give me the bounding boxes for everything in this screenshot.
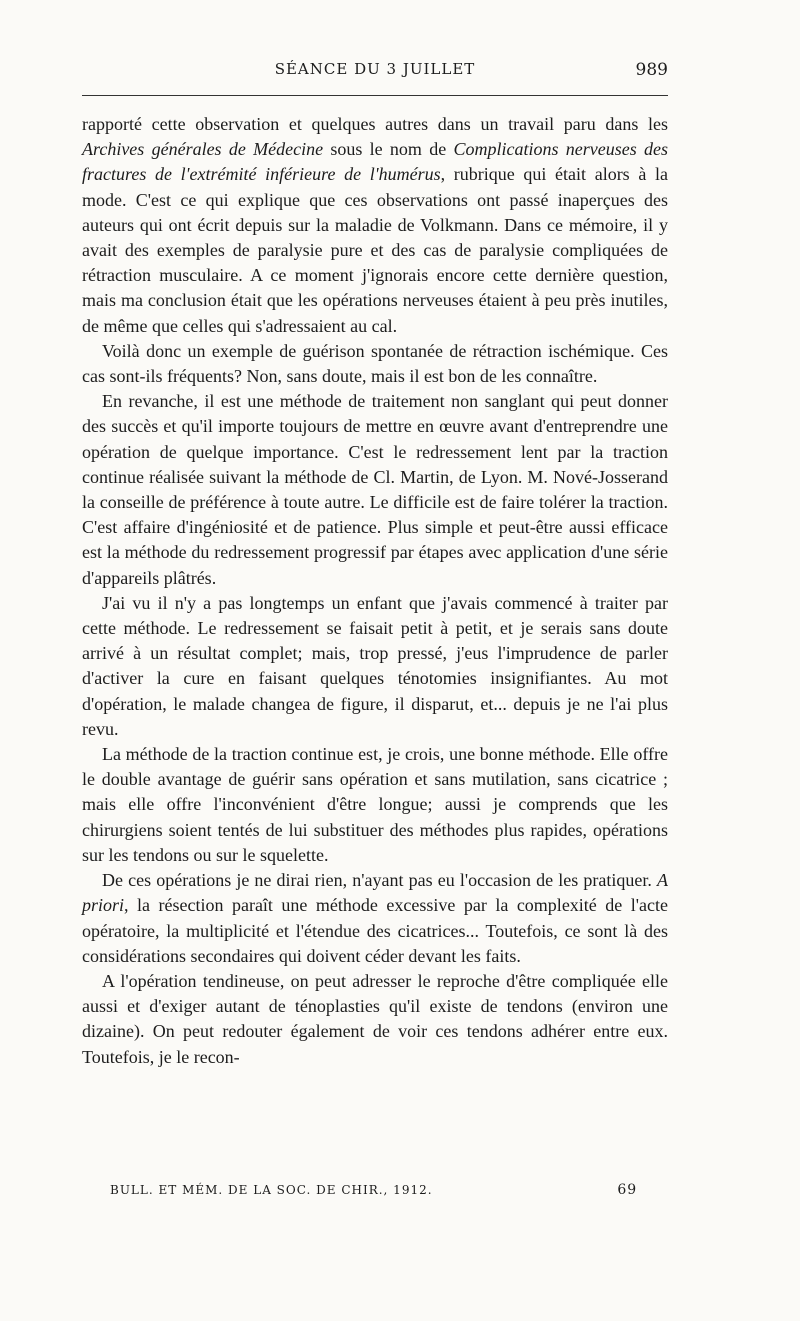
paragraph-text: La méthode de la traction continue est, je crois, une bonne méthode. Elle offre le double avantage de guérir sans opération et sans mutilation, sans cicatrice ; mais elle offre l'inconvénient d'être longue; aussi je comprends que les chirurgiens soient tentés de lui substituer des méthodes plus rapides, opérations sur les tendons ou sur le squelette. [82, 744, 668, 865]
italic-text: A priori [82, 870, 668, 916]
paragraph [82, 591, 668, 742]
italic-text: Archives générales de Médecine [82, 139, 324, 160]
paragraph [82, 389, 668, 591]
paragraph-text: sous le nom de [323, 139, 454, 160]
paragraph [82, 339, 668, 389]
article-body [82, 112, 668, 1070]
paragraph-text: De ces opérations je ne dirai rien, n'ayant pas eu l'occasion de les pratiquer. [102, 870, 657, 891]
paragraph [82, 742, 668, 868]
paragraph-text: A l'opération tendineuse, on peut adresser le reproche d'être compliquée elle aussi et d'exiger autant de ténoplasties qu'il existe de tendons (environ une dizaine). On peut redouter également de voir ces tendons adhérer entre eux. Toutefois, je le recon- [82, 970, 668, 1067]
paragraph-text: Voilà donc un exemple de guérison spontanée de rétraction ischémique. Ces cas sont-ils fréquents? Non, sans doute, mais il est bon de les connaître. [82, 340, 668, 387]
paragraph [82, 969, 668, 1070]
paragraph-text: , rubrique qui était alors à la mode. C'est ce qui explique que ces observations ont passé inaperçues des auteurs qui ont écrit depuis sur la maladie de Volkmann. Dans ce mémoire, il y avait des exemples de paralysie pure et des cas de paralysie compliquées de rétraction musculaire. A ce moment j'ignorais encore cette dernière question, mais ma conclusion était que les opérations nerveuses étaient à peu près inutiles, de même que celles qui s'adressaient au cal. [82, 164, 668, 336]
footer [110, 1182, 637, 1198]
paragraph-text: rapporté cette observation et quelques autres dans un travail paru dans les [82, 114, 668, 134]
footer-citation: BULL. ET MÉM. DE LA SOC. DE CHIR., 1912. [110, 1183, 433, 1197]
paragraph [82, 868, 668, 969]
italic-text: Complications nerveuses des fractures de l'extrémité inférieure de l'humérus [82, 139, 668, 185]
paragraph [82, 112, 668, 339]
footer-signature: 69 [617, 1182, 638, 1198]
paragraph-text: , la résection paraît une méthode excessive par la complexité de l'acte opératoire, la multiplicité et l'étendue des cicatrices... Toutefois, ce sont là des considérations secondaires qui doivent céder devant les faits. [82, 895, 668, 966]
page-number: 989 [635, 60, 668, 80]
paragraph-text: J'ai vu il n'y a pas longtemps un enfant que j'avais commencé à traiter par cette méthode. Le redressement se faisait petit à petit, et je serais sans doute arrivé à un résultat complet; mais, trop pressé, j'eus l'imprudence de parler d'activer la cure en faisant quelques ténotomies insignifiantes. Au mot d'opération, le malade changea de figure, il disparut, et... depuis je ne l'ai plus revu. [82, 592, 668, 739]
header-rule [82, 95, 668, 96]
running-title: SÉANCE DU 3 JUILLET [274, 60, 476, 78]
running-header [82, 60, 668, 86]
paragraph-text: En revanche, il est une méthode de traitement non sanglant qui peut donner des succès et qu'il importe toujours de mettre en œuvre avant d'entreprendre une opération de quelque importance. C'est le redressement lent par la traction continue réalisée suivant la méthode de Cl. Martin, de Lyon. M. Nové-Josserand la conseille de préférence à toute autre. Le difficile est de faire tolérer la traction. C'est affaire d'ingéniosité et de patience. Plus simple et peut-être aussi efficace est la méthode du redressement progressif par étapes avec application d'une série d'appareils plâtrés. [82, 391, 668, 588]
